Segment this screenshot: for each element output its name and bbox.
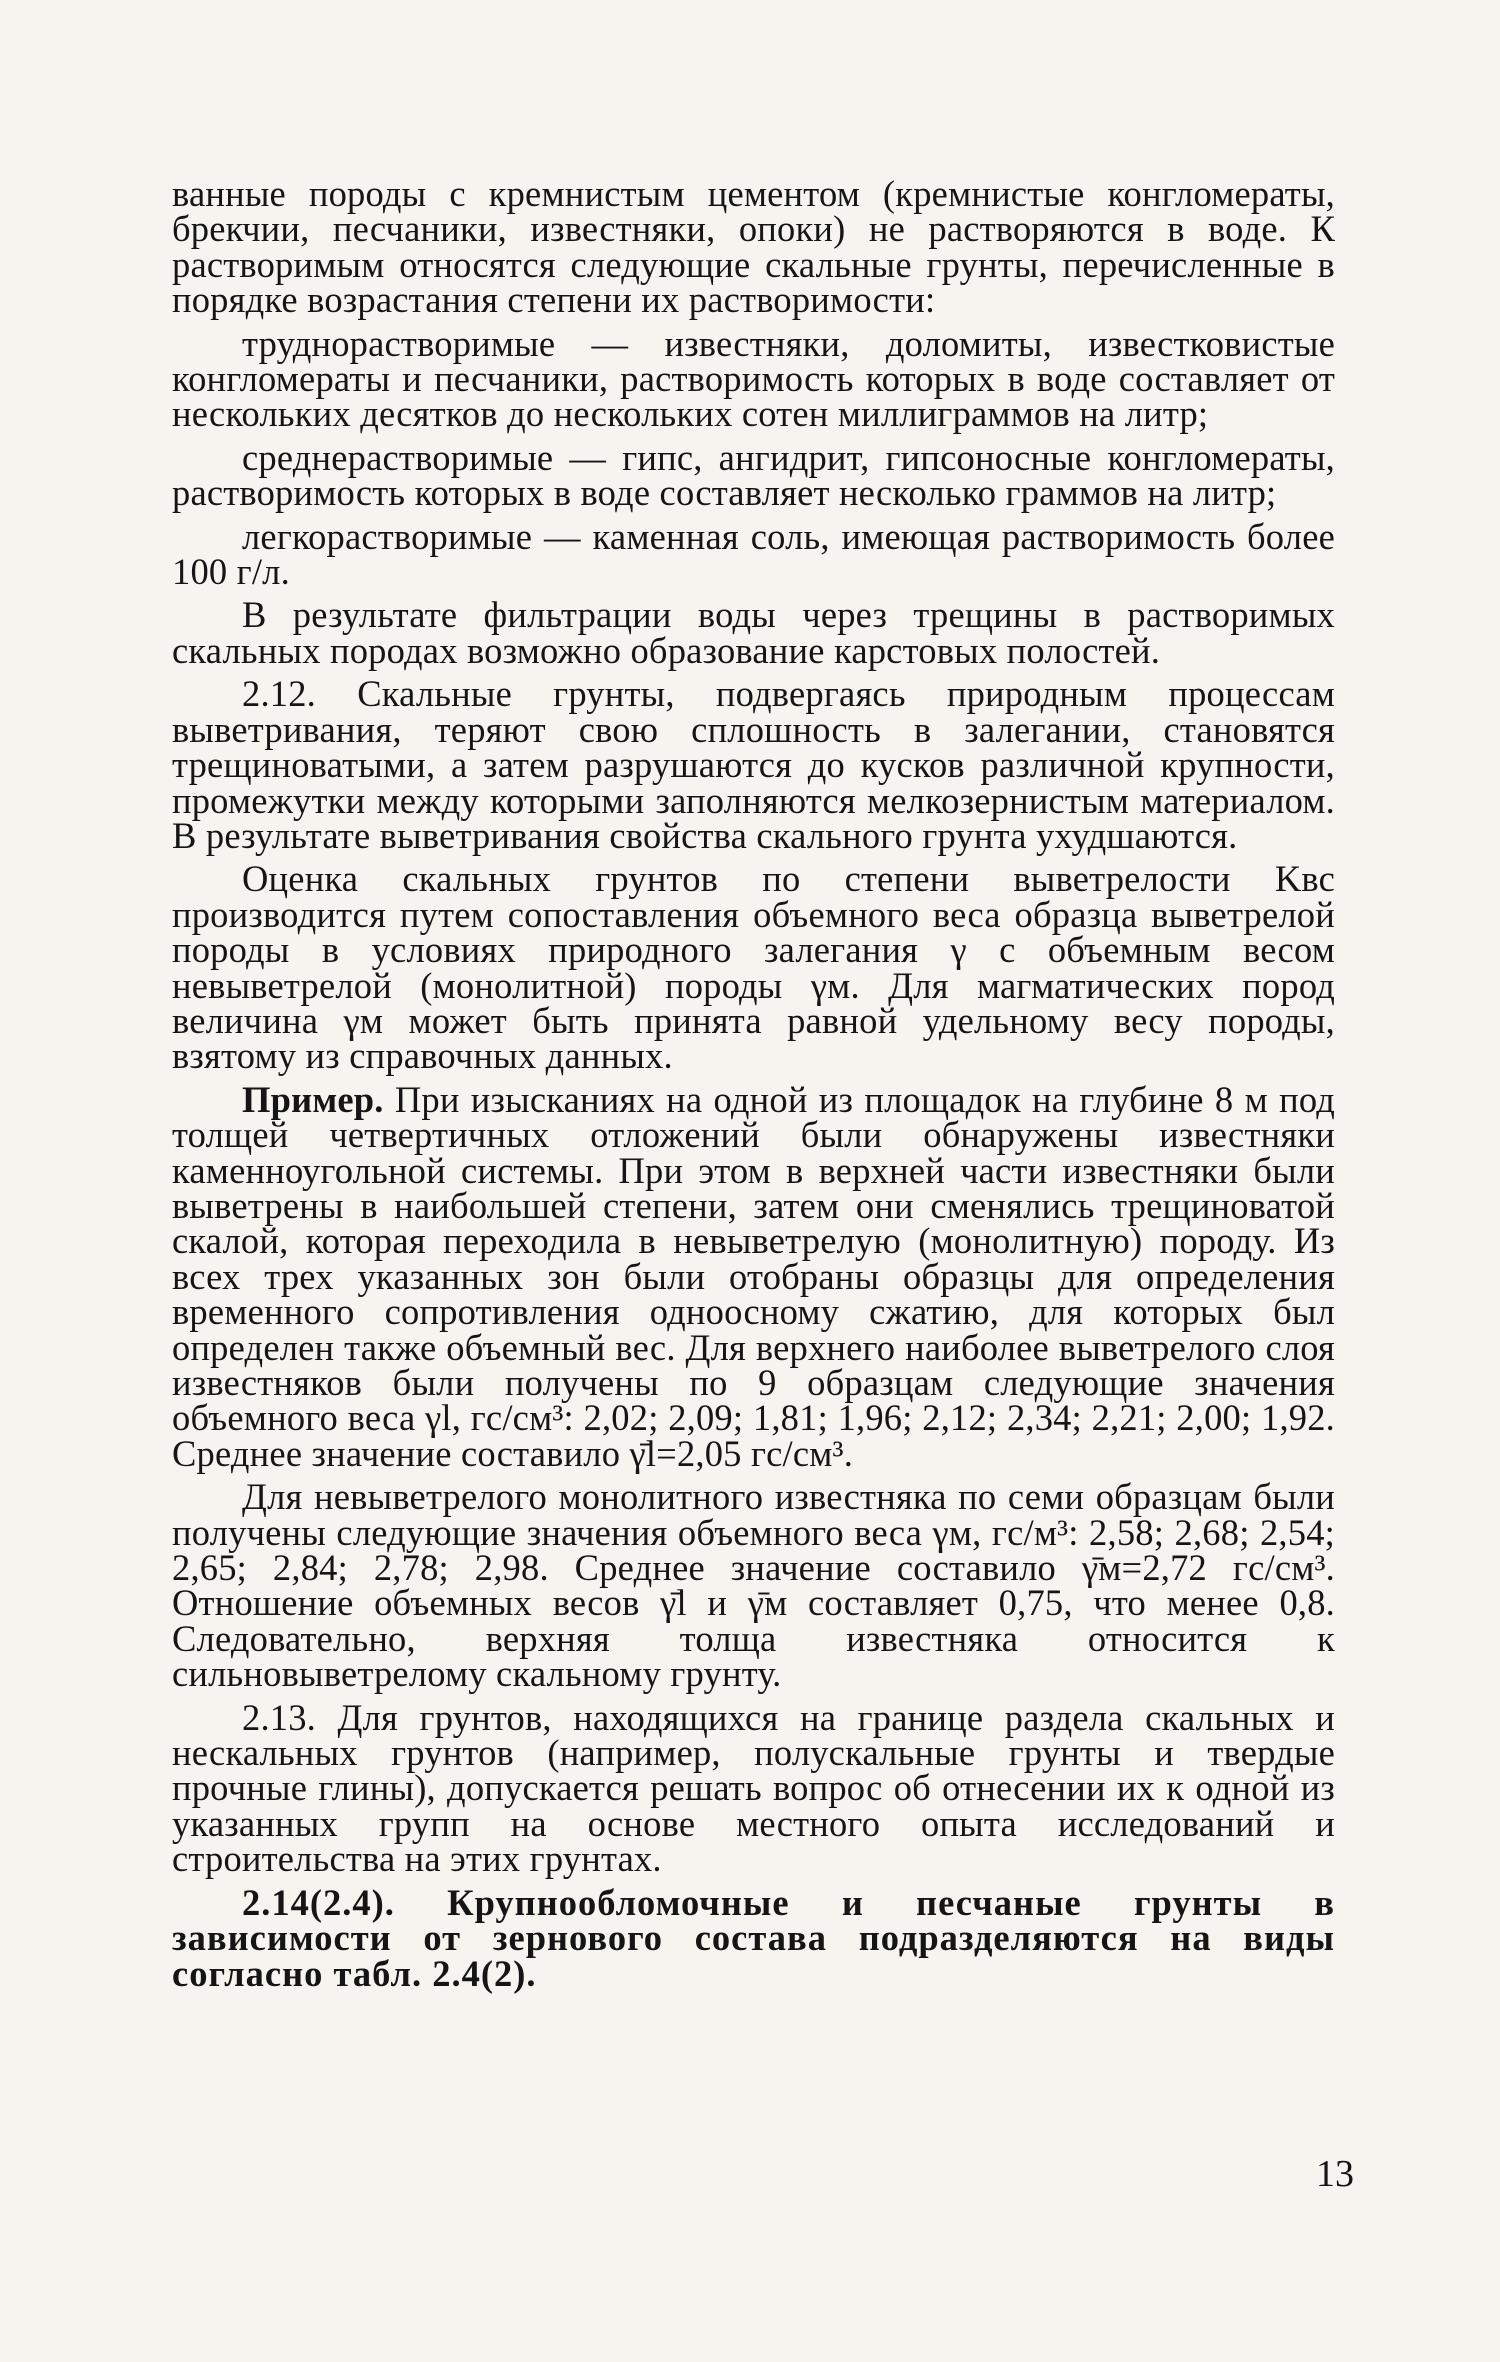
paragraph-9: Для невыветрелого монолитного известняка по семи образцам были получены следующие значения объемного веса γм, гс/м³: 2,58; 2,68; 2,54; 2,65; 2,84; 2,78; 2,98. Среднее значение составило γ̄м=2,72 гс/см³. Отношение объемных весов γ̄l и γ̄м составляет 0,75, что менее 0,8. Следовательно, верхняя толща известняка относится к сильновыветрелому скальному грунту. — [172, 1476, 1335, 1695]
paragraph-2-12: 2.12. Скальные грунты, подвергаясь природным процессам выветривания, теряют свою сплошность в залегании, становятся трещиноватыми, а затем разрушаются до кусков различной крупности, промежутки между которыми заполняются мелкозернистым материалом. В результате выветривания свойства скального грунта ухудшаются. — [172, 673, 1335, 856]
body-text — [172, 173, 1335, 1994]
paragraph-2-13: 2.13. Для грунтов, находящихся на границе раздела скальных и нескальных грунтов (например, полускальные грунты и твердые прочные глины), допускается решать вопрос об отнесении их к одной из указанных групп на основе местного опыта исследований и строительства на этих грунтах. — [172, 1696, 1335, 1880]
paragraph-1: ванные породы с кремнистым цементом (кремнистые конгломераты, брекчии, песчаники, известняки, опоки) не растворяются в воде. К растворимым относятся следующие скальные грунты, перечисленные в порядке возрастания степени их растворимости: — [172, 173, 1335, 321]
example-text: При изысканиях на одной из площадок на глубине 8 м под толщей четвертичных отложений были обнаружены известняки каменноугольной системы. При этом в верхней части известняки были выветрены в наибольшей степени, затем они сменялись трещиноватой скалой, которая переходила в невыветрелую (монолитную) породу. Из всех трех указанных зон были отобраны образцы для определения временного сопротивления одноосному сжатию, для которых был определен также объемный вес. Для верхнего наиболее выветрелого слоя известняков были получены по 9 образцам следующие значения объемного веса γl, гс/см³: 2,02; 2,09; 1,81; 1,96; 2,12; 2,34; 2,21; 2,00; 1,92. Среднее значение составило γ̄l=2,05 гс/см³. — [172, 1078, 1335, 1474]
example-label: Пример. — [242, 1078, 384, 1120]
paragraph-7: Оценка скальных грунтов по степени выветрелости Kвс производится путем сопоставления объемного веса образца выветрелой породы в условиях природного залегания γ с объемным весом невыветрелой (монолитной) породы γм. Для магматических пород величина γм может быть принята равной удельному весу породы, взятому из справочных данных. — [172, 858, 1335, 1077]
paragraph-5: В результате фильтрации воды через трещины в растворимых скальных породах возможно образование карстовых полостей. — [172, 594, 1335, 671]
paragraph-3: среднерастворимые — гипс, ангидрит, гипсоносные конгломераты, растворимость которых в воде составляет несколько граммов на литр; — [172, 436, 1335, 514]
paragraph-4: легкорастворимые — каменная соль, имеющая растворимость более 100 г/л. — [172, 515, 1335, 593]
paragraph-example — [172, 1078, 1335, 1474]
paragraph-2: труднорастворимые — известняки, доломиты, известковистые конгломераты и песчаники, растворимость которых в воде составляет от нескольких десятков до нескольких сотен миллиграммов на литр; — [172, 322, 1335, 435]
paragraph-2-14: 2.14(2.4). Крупнообломочные и песчаные грунты в зависимости от зернового состава подразделяются на виды согласно табл. 2.4(2). — [172, 1881, 1335, 1994]
page-number: 13 — [1316, 2153, 1354, 2195]
